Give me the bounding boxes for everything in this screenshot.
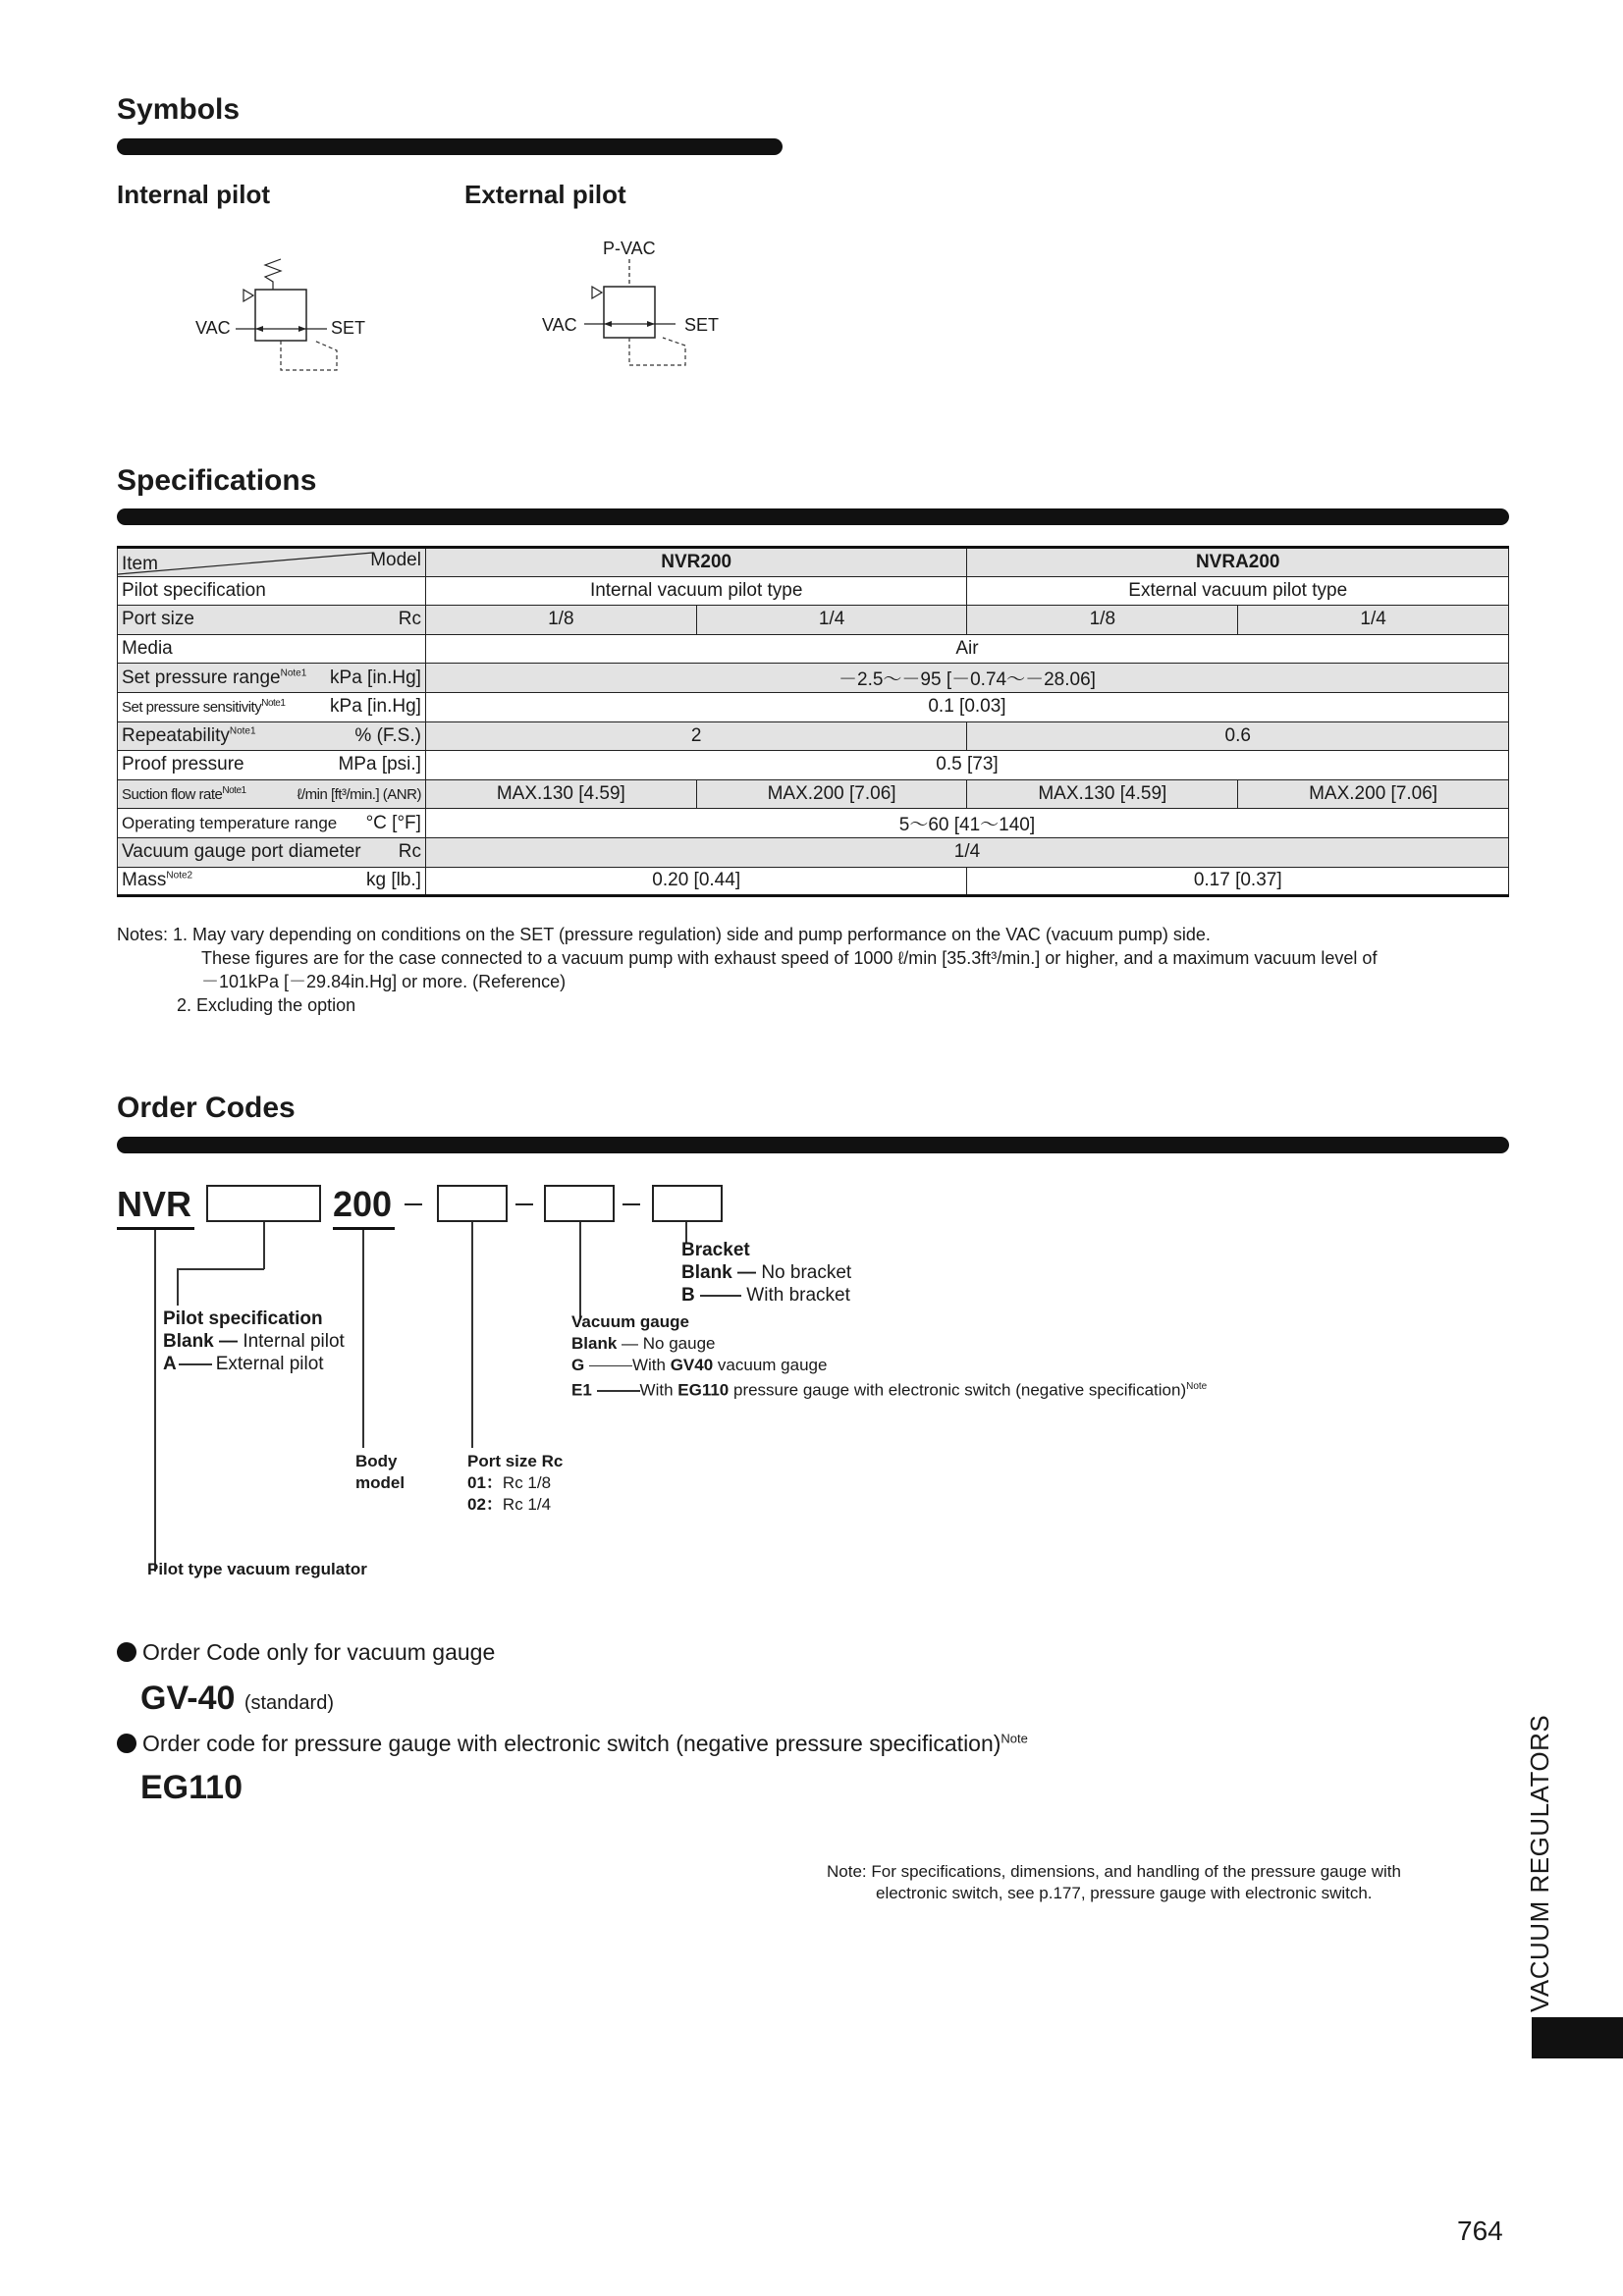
- row-label: Vacuum gauge port diameter: [122, 841, 361, 863]
- side-section-label: VACUUM REGULATORS: [1525, 1714, 1554, 2012]
- row-unit: % (F.S.): [354, 724, 421, 746]
- table-cell: Air: [425, 634, 1508, 664]
- body-model-line: model: [355, 1473, 406, 1492]
- table-cell: 2: [425, 721, 967, 751]
- option-key: A: [163, 1354, 177, 1374]
- note-line: Notes: 1. May vary depending on conditions on the SET (pressure regulation) side and pump performance on the VAC (vacuum pump) side.: [117, 925, 1211, 944]
- option-value: No bracket: [761, 1262, 852, 1283]
- option-value: — No gauge: [622, 1334, 716, 1353]
- row-unit: ℓ/min [ft³/min.] (ANR): [297, 786, 421, 804]
- row-label: Repeatability: [122, 724, 230, 746]
- table-cell: MAX.130 [4.59]: [967, 779, 1238, 809]
- row-label: Set pressure sensitivity: [122, 699, 262, 717]
- table-cell: 0.6: [967, 721, 1509, 751]
- table-row: [118, 809, 1509, 838]
- vac-label: VAC: [195, 318, 231, 338]
- pilot-spec-box: [206, 1185, 321, 1222]
- body-model-legend: [355, 1451, 405, 1494]
- code-body: 200: [333, 1184, 393, 1224]
- table-cell: 0.20 [0.44]: [425, 867, 967, 896]
- option-value-bold: EG110: [677, 1380, 730, 1400]
- vacuum-gauge-legend: [571, 1311, 1207, 1402]
- vacuum-gauge-title: Vacuum gauge: [571, 1312, 689, 1331]
- option-key: B: [681, 1285, 695, 1306]
- table-cell: MAX.130 [4.59]: [425, 779, 696, 809]
- port-size-legend: [467, 1451, 563, 1516]
- table-cell: 5～60 [41～140]: [425, 809, 1508, 838]
- row-label: Media: [118, 634, 426, 664]
- row-label: Proof pressure: [122, 754, 244, 775]
- row-label: Mass: [122, 870, 167, 891]
- leader-line: [597, 1390, 640, 1392]
- note-ref: Note1: [261, 698, 286, 710]
- underline: [333, 1227, 395, 1230]
- option-value-bold: GV40: [670, 1356, 714, 1374]
- table-row: [118, 751, 1509, 780]
- underline: [117, 1227, 194, 1230]
- code-prefix: NVR: [117, 1184, 192, 1224]
- row-label: Operating temperature range: [122, 813, 338, 832]
- internal-pilot-title: Internal pilot: [117, 180, 270, 209]
- note-line: These figures are for the case connected to a vacuum pump with exhaust speed of 1000 ℓ/min [35.3ft³/min.] or higher, and a maximum vacuum level of: [201, 948, 1378, 968]
- model-nvra200: NVRA200: [967, 548, 1509, 577]
- table-cell: 0.1 [0.03]: [425, 692, 1508, 721]
- spec-notes: [117, 923, 1377, 1017]
- specifications-heading: Specifications: [117, 464, 317, 497]
- option-value: With: [639, 1380, 678, 1400]
- option-value: Rc 1/4: [502, 1495, 552, 1514]
- pilot-spec-title: Pilot specification: [163, 1308, 323, 1329]
- table-cell: External vacuum pilot type: [967, 576, 1509, 606]
- option-key: 02：: [467, 1495, 503, 1514]
- option-key: Blank: [571, 1334, 618, 1353]
- option-key: E1: [571, 1380, 592, 1400]
- item-header: Item: [122, 553, 158, 574]
- table-cell: 1/4: [696, 606, 967, 635]
- note-line: 2. Excluding the option: [177, 995, 356, 1015]
- bullet-text: Order Code only for vacuum gauge: [142, 1639, 496, 1665]
- table-row: [118, 721, 1509, 751]
- table-cell: 0.17 [0.37]: [967, 867, 1509, 896]
- option-key: Blank —: [681, 1262, 757, 1283]
- row-unit: kg [lb.]: [365, 870, 421, 891]
- leader-line: [700, 1295, 741, 1297]
- table-cell: Internal vacuum pilot type: [425, 576, 967, 606]
- order-codes-heading: Order Codes: [117, 1092, 296, 1124]
- section-bar: [117, 1137, 1509, 1153]
- option-key: G: [571, 1356, 585, 1374]
- item-model-cell: [118, 548, 426, 577]
- side-section-tab: [1532, 2017, 1623, 2058]
- note-ref: Note: [1186, 1381, 1208, 1392]
- vac-label: VAC: [542, 315, 577, 335]
- option-value: With: [631, 1356, 671, 1374]
- specifications-table: [117, 546, 1509, 897]
- bullet-icon: [117, 1642, 136, 1662]
- option-value: pressure gauge with electronic switch (negative specification): [729, 1380, 1187, 1400]
- code-dash: [515, 1203, 533, 1205]
- footnote-line: Note: For specifications, dimensions, and handling of the pressure gauge with: [827, 1862, 1401, 1881]
- row-label: Pilot specification: [118, 576, 426, 606]
- section-bar: [117, 138, 783, 155]
- code-dash: [405, 1203, 422, 1205]
- set-label: SET: [331, 318, 366, 338]
- connector-line: [177, 1268, 179, 1306]
- row-unit: kPa [in.Hg]: [330, 696, 421, 718]
- switch-code: EG110: [140, 1769, 243, 1806]
- bracket-title: Bracket: [681, 1240, 750, 1260]
- leader-line: [179, 1363, 212, 1365]
- leader-line: [589, 1365, 632, 1367]
- option-key: 01：: [467, 1473, 503, 1492]
- body-model-line: Body: [355, 1452, 398, 1470]
- bullet-text: Order code for pressure gauge with electronic switch (negative pressure specification): [142, 1731, 1001, 1756]
- note-line: －101kPa [－29.84in.Hg] or more. (Reference): [201, 972, 567, 991]
- option-value: Rc 1/8: [502, 1473, 552, 1492]
- connector-line: [154, 1230, 156, 1572]
- table-cell: MAX.200 [7.06]: [1238, 779, 1509, 809]
- table-cell: 1/4: [1238, 606, 1509, 635]
- connector-line: [263, 1222, 265, 1269]
- table-cell: 1/4: [425, 837, 1508, 867]
- row-label: Port size: [122, 609, 194, 630]
- port-size-box: [437, 1185, 508, 1222]
- option-key: Blank —: [163, 1331, 239, 1352]
- row-label: Suction flow rate: [122, 786, 223, 804]
- table-row: [118, 692, 1509, 721]
- model-nvr200: NVR200: [425, 548, 967, 577]
- row-label: Set pressure range: [122, 667, 281, 688]
- vacuum-gauge-box: [544, 1185, 615, 1222]
- row-unit: Rc: [398, 609, 421, 630]
- note-ref: Note: [1001, 1731, 1028, 1746]
- gauge-code-note: (standard): [243, 1692, 334, 1714]
- connector-line: [579, 1222, 581, 1317]
- row-unit: Rc: [398, 841, 421, 863]
- table-row: [118, 606, 1509, 635]
- table-row: [118, 664, 1509, 693]
- table-cell: －2.5～－95 [－0.74～－28.06]: [425, 664, 1508, 693]
- table-row: [118, 837, 1509, 867]
- bracket-box: [652, 1185, 723, 1222]
- note-ref: Note1: [280, 667, 307, 679]
- bracket-legend: [681, 1239, 851, 1307]
- table-row: [118, 576, 1509, 606]
- note-ref: Note1: [229, 725, 256, 737]
- code-dash: [622, 1203, 640, 1205]
- external-pilot-title: External pilot: [464, 180, 626, 209]
- table-row: [118, 867, 1509, 896]
- note-ref: Note2: [166, 871, 193, 881]
- row-unit: MPa [psi.]: [338, 754, 421, 775]
- gauge-code-text: GV-40: [140, 1680, 236, 1717]
- option-value: vacuum gauge: [713, 1356, 828, 1374]
- page-number: 764: [1457, 2216, 1503, 2246]
- note-ref: Note1: [222, 785, 246, 797]
- table-row: [118, 779, 1509, 809]
- connector-line: [471, 1222, 473, 1448]
- table-cell: 1/8: [967, 606, 1238, 635]
- option-value: Internal pilot: [243, 1331, 345, 1352]
- gauge-order-bullet: [117, 1639, 495, 1666]
- table-header-row: [118, 548, 1509, 577]
- row-unit: kPa [in.Hg]: [330, 667, 421, 688]
- connector-line: [177, 1268, 264, 1270]
- option-value: External pilot: [215, 1354, 324, 1374]
- footnote-line: electronic switch, see p.177, pressure gauge with electronic switch.: [876, 1884, 1373, 1902]
- table-cell: MAX.200 [7.06]: [696, 779, 967, 809]
- connector-line: [362, 1230, 364, 1448]
- option-value: With bracket: [746, 1285, 850, 1306]
- symbols-heading: Symbols: [117, 93, 241, 126]
- port-size-title: Port size Rc: [467, 1452, 564, 1470]
- table-row: [118, 634, 1509, 664]
- regulator-label: [147, 1559, 367, 1580]
- set-label: SET: [684, 315, 720, 335]
- gauge-code: [140, 1680, 334, 1718]
- footnote: [827, 1861, 1401, 1904]
- pilot-spec-legend: [163, 1308, 345, 1375]
- bullet-icon: [117, 1734, 136, 1753]
- model-header: Model: [370, 550, 421, 570]
- switch-order-bullet: [117, 1731, 1028, 1757]
- regulator-text: Pilot type vacuum regulator: [147, 1560, 367, 1578]
- table-cell: 1/8: [425, 606, 696, 635]
- table-cell: 0.5 [73]: [425, 751, 1508, 780]
- row-unit: °C [°F]: [365, 812, 421, 833]
- p-vac-label: P-VAC: [603, 239, 656, 258]
- section-bar: [117, 508, 1509, 525]
